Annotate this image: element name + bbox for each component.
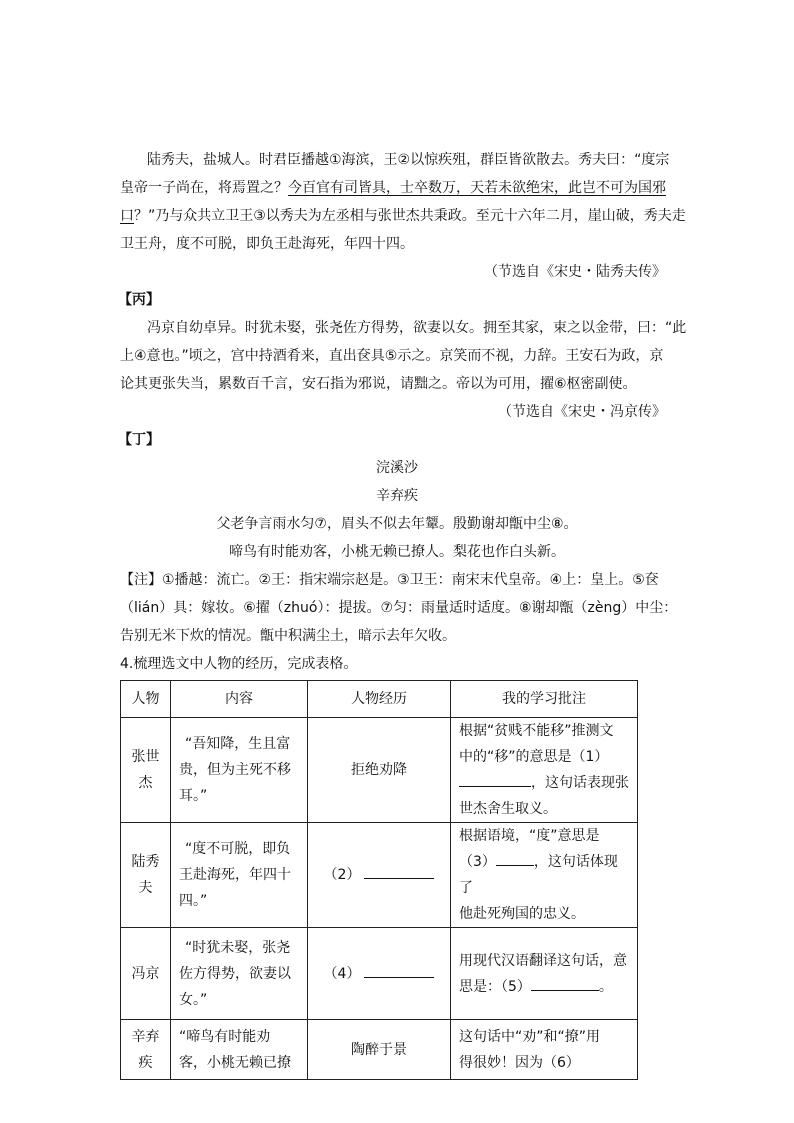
- blank-label: （2）: [323, 867, 361, 883]
- experience-cell: 拒绝劝降: [308, 718, 451, 823]
- person-name: 陆秀: [131, 854, 160, 870]
- content-cell: [171, 718, 308, 823]
- content-line: 女。”: [179, 991, 208, 1008]
- person-cell: [121, 928, 171, 1020]
- notes-line-2: （lián）具：嫁妆。⑥擢（zhuó）：提拔。⑦匀：雨量适时适度。⑧谢却甑（zèng）中尘：: [120, 600, 678, 616]
- note-line: 世杰舍生取义。: [459, 801, 557, 817]
- table-row: [121, 823, 638, 928]
- note-cell: [451, 928, 638, 1020]
- text-segment: 皇帝一子尚在，将焉置之？: [120, 180, 288, 196]
- note-text: （3）: [459, 854, 496, 870]
- underlined-sentence: 今百官有司皆具，士卒数万，天若未欲绝宋，此岂不可为国邪: [288, 180, 666, 196]
- notes-line-3: 告别无米下炊的情况。甑中积满尘土，暗示去年欠收。: [120, 628, 456, 644]
- passage-yi-line-4: 卫王舟，度不可脱，即负王赴海死，年四十四。: [120, 236, 414, 252]
- note-line: 根据语境，“度”意思是: [459, 828, 600, 844]
- note-line: 用现代汉语翻译这句话，意: [459, 952, 627, 969]
- person-name: 张世: [131, 749, 160, 765]
- header-content: 内容: [171, 681, 308, 718]
- person-cell: [121, 823, 171, 928]
- passage-bing-line-2: 上④意也。”顷之，宫中持酒肴来，直出奁具⑤示之。京笑而不视，力辞。王安石为政，京: [120, 348, 664, 364]
- passage-bing-source: （节选自《宋史・冯京传》: [498, 404, 666, 420]
- header-experience: 人物经历: [308, 681, 451, 718]
- content-cell: [171, 823, 308, 928]
- poem-author: 辛弃疾: [376, 488, 418, 504]
- note-text: 思是：（5）: [459, 978, 531, 995]
- header-person: 人物: [121, 681, 171, 718]
- table-row: [121, 928, 638, 1020]
- note-cell: [451, 1020, 638, 1080]
- note-text: ，这句话体现了: [459, 854, 618, 896]
- person-name: 冯京: [131, 965, 160, 982]
- person-cell: [121, 718, 171, 823]
- content-line: “时犹未娶，张尧: [185, 939, 291, 956]
- answer-blank-5[interactable]: [531, 974, 599, 991]
- experience-table: [120, 680, 638, 1080]
- blank-label: （4）: [323, 965, 361, 982]
- content-line: 佐方得势，欲妻以: [179, 965, 291, 982]
- note-cell: [451, 718, 638, 823]
- person-name: 杰: [138, 775, 153, 791]
- experience-cell: [308, 928, 451, 1020]
- content-line: 耳。”: [179, 788, 208, 804]
- content-line: “吾知降，生且富: [185, 736, 291, 752]
- passage-bing-heading: 【丙】: [118, 292, 160, 308]
- question-prompt: 4.梳理选文中人物的经历，完成表格。: [120, 656, 358, 672]
- underlined-sentence-end: 口: [120, 208, 134, 224]
- person-name: 夫: [138, 880, 153, 896]
- note-line: 得很妙！因为（6）: [459, 1054, 580, 1071]
- content-line: “啼鸟有时能劝: [179, 1028, 271, 1045]
- note-line: 他赴死殉国的忠义。: [459, 906, 585, 922]
- person-cell: [121, 1020, 171, 1080]
- table-header-row: [121, 681, 638, 718]
- table-row: [121, 718, 638, 823]
- passage-yi-line-1: 陆秀夫，盐城人。时君臣播越①海滨，王②以惊疾殂，群臣皆欲散去。秀夫曰：“度宗: [147, 152, 670, 168]
- content-line: “度不可脱，即负: [185, 841, 291, 857]
- person-name: 疾: [138, 1054, 153, 1071]
- person-name: 辛弃: [131, 1028, 160, 1045]
- poem-title: 浣溪沙: [376, 460, 418, 476]
- content-line: 王赴海死，年四十: [179, 867, 291, 883]
- answer-blank-4[interactable]: [364, 961, 434, 978]
- experience-cell: 陶醉于景: [308, 1020, 451, 1080]
- note-text: 。: [598, 978, 613, 995]
- note-line: [459, 770, 631, 796]
- content-line: 客，小桃无赖已撩: [179, 1054, 291, 1071]
- answer-blank-1[interactable]: [459, 770, 531, 787]
- note-line: 中的“移”的意思是（1）: [459, 749, 609, 765]
- notes-line-1: 【注】①播越：流亡。②王：指宋端宗赵是。③卫王：南宋末代皇帝。④上：皇上。⑤奁: [120, 572, 659, 588]
- note-line: [459, 849, 631, 901]
- note-line: [459, 974, 631, 1000]
- passage-ding-heading: 【丁】: [118, 432, 160, 448]
- note-line: 这句话中“劝”和“撩”用: [459, 1028, 601, 1045]
- header-note: 我的学习批注: [451, 681, 638, 718]
- answer-blank-2[interactable]: [364, 862, 434, 879]
- content-line: 四。”: [179, 893, 208, 909]
- experience-cell: [308, 823, 451, 928]
- passage-bing-line-3: 论其更张失当，累数百千言，安石指为邪说，请黜之。帝以为可用，擢⑥枢密副使。: [120, 376, 637, 392]
- content-line: 贵，但为主死不移: [179, 762, 291, 778]
- poem-verse-2: 啼鸟有时能劝客，小桃无赖已撩人。梨花也作白头新。: [229, 544, 565, 560]
- content-cell: [171, 928, 308, 1020]
- table-row: [121, 1020, 638, 1080]
- passage-bing-line-1: 冯京自幼卓异。时犹未娶，张尧佐方得势，欲妻以女。拥至其家，束之以金带，曰：“此: [147, 320, 687, 336]
- answer-blank-3[interactable]: [496, 849, 534, 866]
- text-segment: ？”乃与众共立卫王③以秀夫为左丞相与张世杰共秉政。至元十六年二月，崖山破，秀夫走: [134, 208, 686, 224]
- note-cell: [451, 823, 638, 928]
- poem-verse-1: 父老争言雨水匀⑦，眉头不似去年颦。殷勤谢却甑中尘⑧。: [216, 516, 578, 532]
- note-line: 根据“贫贱不能移”推测文: [459, 723, 614, 739]
- note-text: ，这句话表现张: [531, 775, 629, 791]
- content-cell: [171, 1020, 308, 1080]
- passage-yi-source: （节选自《宋史・陆秀夫传》: [484, 264, 666, 280]
